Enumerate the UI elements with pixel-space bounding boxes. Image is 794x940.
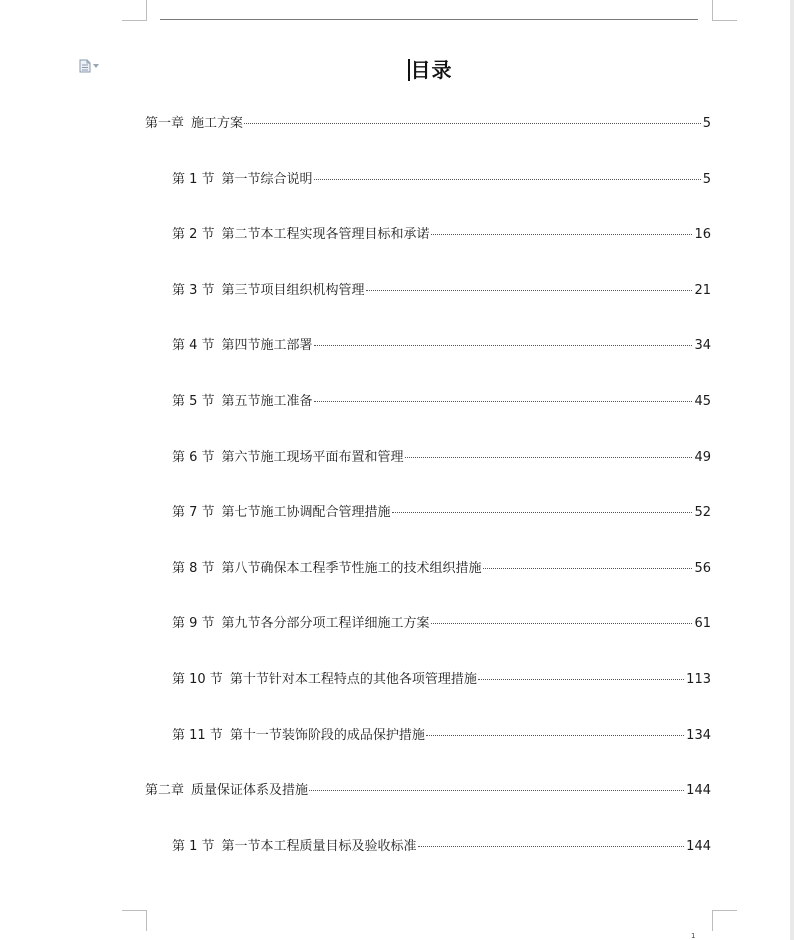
toc-entry-text: 第五节施工准备: [221, 394, 313, 409]
toc-entry-text: 第八节确保本工程季节性施工的技术组织措施: [221, 561, 482, 576]
toc-entry-text: 第一节综合说明: [221, 172, 313, 187]
toc-entry-number: 第 11 节: [172, 728, 223, 743]
crop-mark-top-left: [122, 0, 147, 21]
toc-chapter-entry[interactable]: [145, 116, 711, 132]
toc-dot-leader: [366, 290, 693, 291]
toc-title-text: 目录: [410, 58, 453, 82]
toc-entry-number: 第一章: [145, 116, 185, 131]
toc-entry-text: 第十一节装饰阶段的成品保护措施: [229, 728, 425, 743]
toc-dot-leader: [431, 234, 693, 235]
header-rule: [160, 19, 698, 20]
toc-entry-page: 34: [694, 338, 711, 353]
toc-entry-page: 52: [694, 505, 711, 520]
toc-entry-page: 61: [694, 616, 711, 631]
toc-entry-number: 第 5 节: [172, 394, 215, 409]
crop-mark-bottom-left: [122, 910, 147, 931]
toc-entry-number: 第 1 节: [172, 839, 215, 854]
toc-entry-number: 第 3 节: [172, 283, 215, 298]
toc-dot-leader: [314, 179, 701, 180]
toc-section-entry[interactable]: [172, 450, 711, 466]
toc-section-entry[interactable]: [172, 338, 711, 354]
toc-entry-number: 第 8 节: [172, 561, 215, 576]
page-edge: [790, 0, 794, 940]
toc-entry-text: 质量保证体系及措施: [191, 783, 309, 798]
toc-entry-text: 第六节施工现场平面布置和管理: [221, 450, 404, 465]
toc-section-entry[interactable]: [172, 839, 711, 855]
toc-entry-page: 16: [694, 227, 711, 242]
toc-entry-number: 第 9 节: [172, 616, 215, 631]
toc-entry-page: 45: [694, 394, 711, 409]
toc-dot-leader: [418, 846, 685, 847]
toc-section-entry[interactable]: [172, 616, 711, 632]
toc-dot-leader: [314, 401, 693, 402]
toc-entry-text: 第二节本工程实现各管理目标和承诺: [221, 227, 430, 242]
toc-entry-number: 第 1 节: [172, 172, 215, 187]
crop-mark-bottom-right: [712, 910, 737, 931]
toc-entry-number: 第 10 节: [172, 672, 223, 687]
toc-title: [0, 54, 794, 83]
toc-section-entry[interactable]: [172, 227, 711, 243]
toc-section-entry[interactable]: [172, 283, 711, 299]
toc-dot-leader: [405, 457, 693, 458]
toc-entry-page: 134: [686, 728, 711, 743]
toc-section-entry[interactable]: [172, 394, 711, 410]
toc-entry-page: 49: [694, 450, 711, 465]
toc-dot-leader: [483, 568, 693, 569]
toc-section-entry[interactable]: [172, 505, 711, 521]
toc-entry-text: 第一节本工程质量目标及验收标准: [221, 839, 417, 854]
toc-entry-page: 113: [686, 672, 711, 687]
crop-mark-top-right: [712, 0, 737, 21]
toc-entry-text: 第三节项目组织机构管理: [221, 283, 365, 298]
toc-entry-page: 5: [702, 172, 711, 187]
toc-entry-page: 56: [694, 561, 711, 576]
toc-section-entry[interactable]: [172, 172, 711, 188]
toc-entry-number: 第 2 节: [172, 227, 215, 242]
toc-entry-text: 施工方案: [191, 116, 244, 131]
toc-entry-number: 第 4 节: [172, 338, 215, 353]
page-number: 1: [691, 932, 696, 940]
toc-entry-page: 144: [686, 839, 711, 854]
toc-entry-text: 第九节各分部分项工程详细施工方案: [221, 616, 430, 631]
toc-dot-leader: [392, 512, 693, 513]
toc-dot-leader: [309, 790, 684, 791]
toc-dot-leader: [478, 679, 684, 680]
toc-section-entry[interactable]: [172, 728, 711, 744]
toc-dot-leader: [431, 623, 693, 624]
toc-entry-number: 第二章: [145, 783, 185, 798]
toc-entry-number: 第 7 节: [172, 505, 215, 520]
toc-entry-text: 第七节施工协调配合管理措施: [221, 505, 391, 520]
toc-entry-text: 第十节针对本工程特点的其他各项管理措施: [229, 672, 477, 687]
text-cursor: [408, 59, 410, 81]
toc-entry-page: 144: [686, 783, 711, 798]
toc-dot-leader: [244, 123, 701, 124]
toc-dot-leader: [426, 735, 684, 736]
toc-section-entry[interactable]: [172, 561, 711, 577]
toc-entry-page: 5: [702, 116, 711, 131]
toc-dot-leader: [314, 345, 693, 346]
toc-entry-text: 第四节施工部署: [221, 338, 313, 353]
toc-entry-number: 第 6 节: [172, 450, 215, 465]
toc-chapter-entry[interactable]: [145, 783, 711, 799]
toc-entry-page: 21: [694, 283, 711, 298]
toc-section-entry[interactable]: [172, 672, 711, 688]
